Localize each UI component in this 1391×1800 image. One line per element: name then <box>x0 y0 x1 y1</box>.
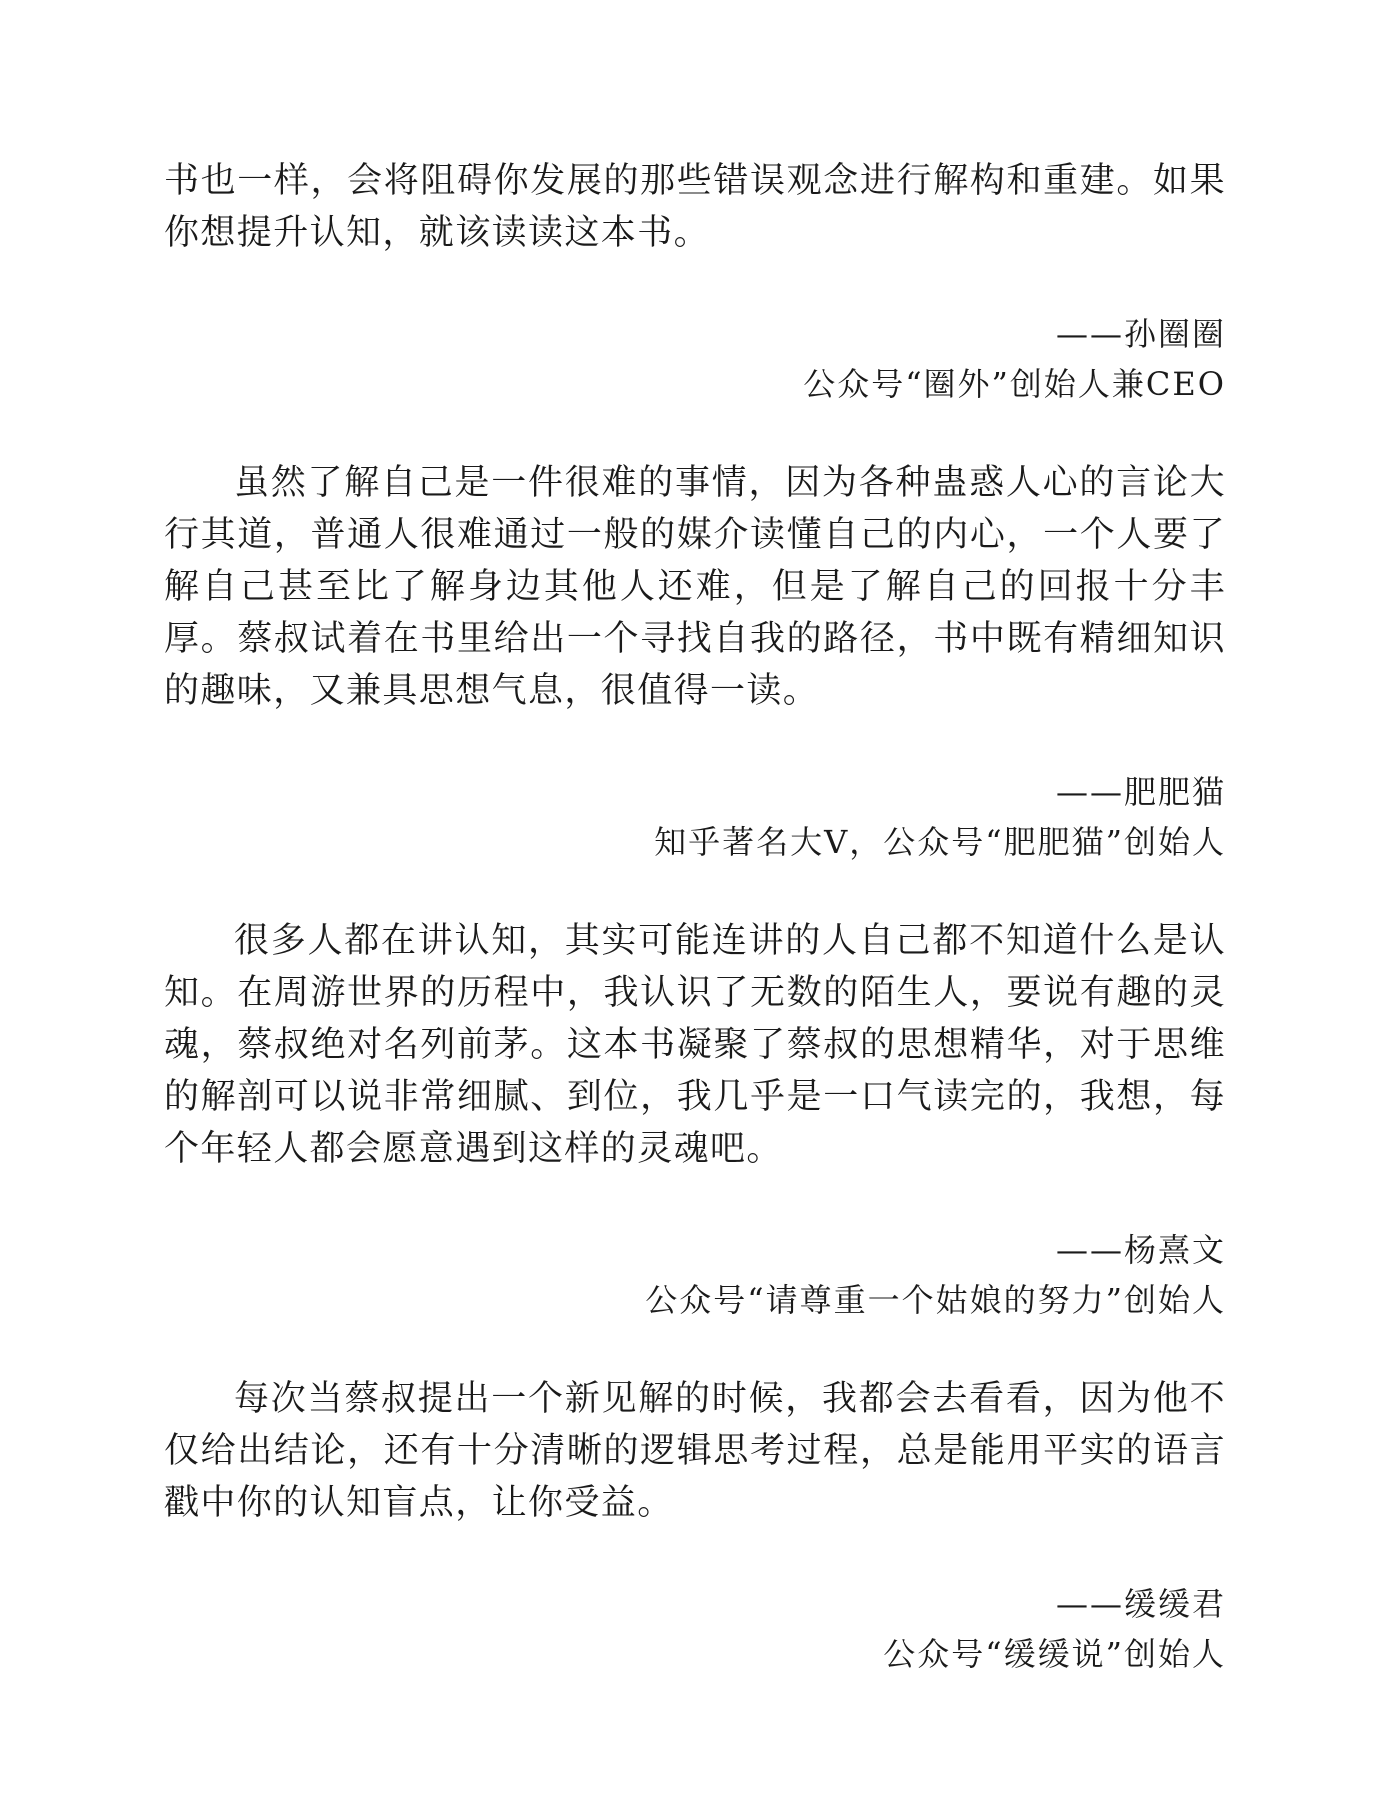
document-page <box>164 155 1226 1679</box>
endorsement-2 <box>164 457 1226 867</box>
endorsement-1 <box>164 155 1226 409</box>
endorsement-paragraph: 每次当蔡叔提出一个新见解的时候，我都会去看看，因为他不仅给出结论，还有十分清晰的逻辑思考过程，总是能用平实的语言戳中你的认知盲点，让你受益。 <box>164 1379 1226 1523</box>
endorsement-3 <box>164 915 1226 1325</box>
endorsement-author: ——缓缓君 <box>1055 1585 1226 1623</box>
endorsement-paragraph: 很多人都在讲认知，其实可能连讲的人自己都不知道什么是认知。在周游世界的历程中，我认识了无数的陌生人，要说有趣的灵魂，蔡叔绝对名列前茅。这本书凝聚了蔡叔的思想精华，对于思维的解剖可以说非常细腻、到位，我几乎是一口气读完的，我想，每个年轻人都会愿意遇到这样的灵魂吧。 <box>164 921 1226 1169</box>
endorsement-affiliation: 公众号“圈外”创始人兼CEO <box>803 365 1226 403</box>
endorsement-affiliation: 知乎著名大V，公众号“肥肥猫”创始人 <box>654 823 1226 861</box>
endorsement-author: ——孙圈圈 <box>1055 315 1226 353</box>
endorsement-author: ——肥肥猫 <box>1055 773 1226 811</box>
endorsement-4 <box>164 1373 1226 1679</box>
endorsement-author: ——杨熹文 <box>1055 1231 1226 1269</box>
endorsement-paragraph: 书也一样，会将阻碍你发展的那些错误观念进行解构和重建。如果你想提升认知，就该读读这本书。 <box>164 161 1226 253</box>
endorsement-paragraph: 虽然了解自己是一件很难的事情，因为各种蛊惑人心的言论大行其道，普通人很难通过一般的媒介读懂自己的内心，一个人要了解自己甚至比了解身边其他人还难，但是了解自己的回报十分丰厚。蔡叔试着在书里给出一个寻找自我的路径，书中既有精细知识的趣味，又兼具思想气息，很值得一读。 <box>164 463 1226 711</box>
endorsement-affiliation: 公众号“请尊重一个姑娘的努力”创始人 <box>645 1281 1226 1319</box>
endorsement-affiliation: 公众号“缓缓说”创始人 <box>883 1635 1226 1673</box>
